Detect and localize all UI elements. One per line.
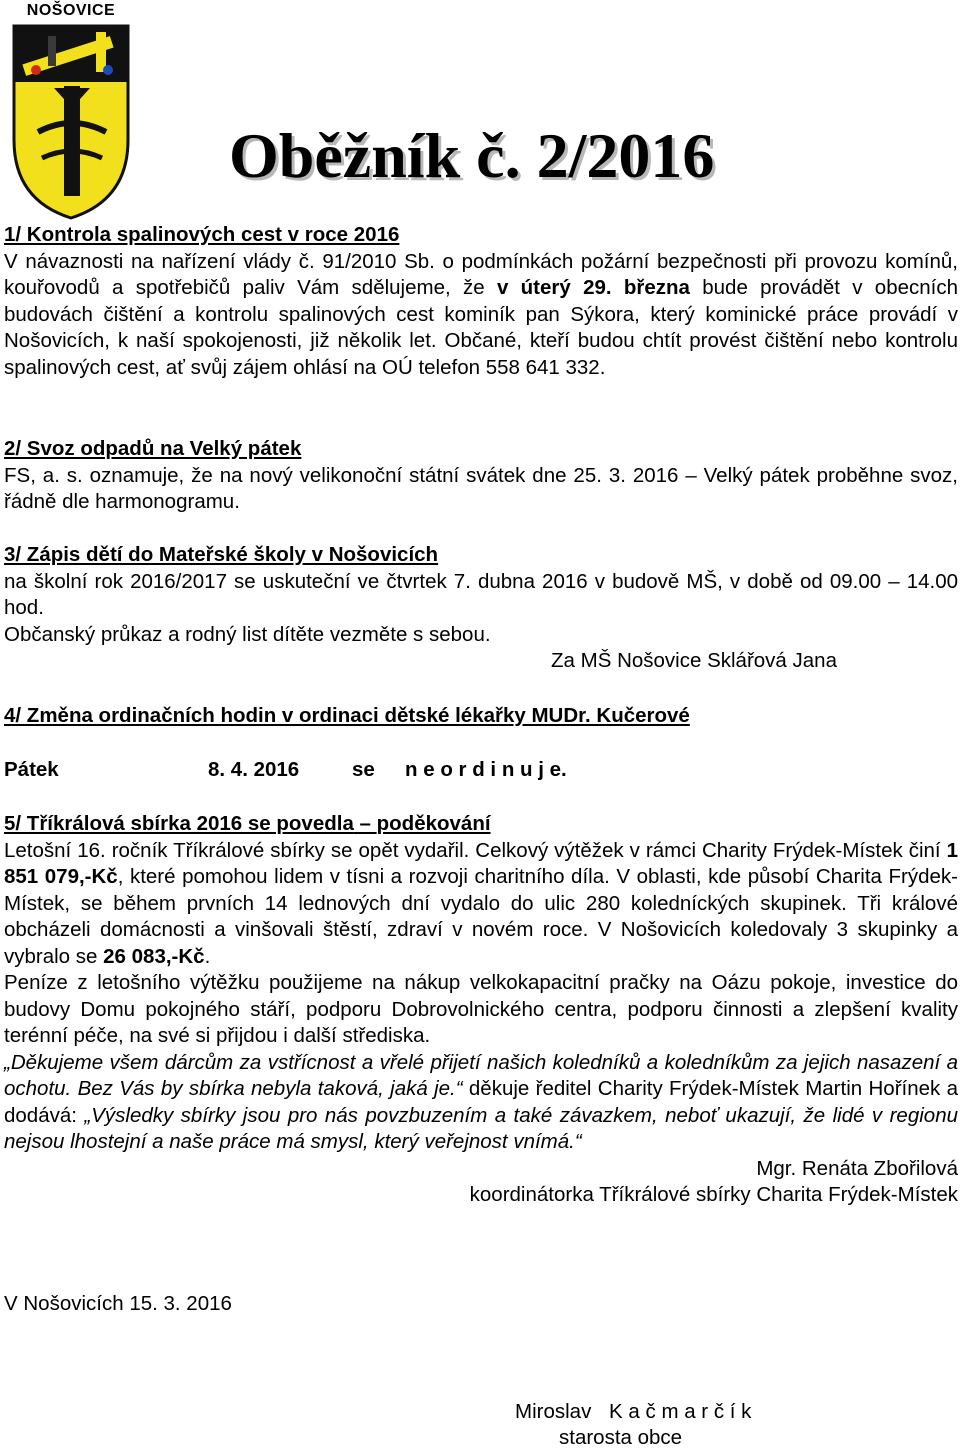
section-3-text: na školní rok 2016/2017 se uskuteční ve čtvrtek 7. dubna 2016 v budově MŠ, v době od 09.00 – 14.00 hod. bbox=[4, 569, 958, 619]
section-5-p1-a: Letošní 16. ročník Tříkrálové sbírky se opět vydařil. Celkový výtěžek v rámci Charity Frýdek-Místek činí bbox=[4, 838, 947, 862]
section-5-paragraph-1 bbox=[4, 838, 958, 971]
section-5 bbox=[4, 811, 958, 1209]
section-5-total-amount: 1 851 079,-Kč bbox=[4, 838, 958, 888]
section-5-p1-b: , které pomohou lidem v tísni a rozvoji charitního díla. V oblasti, kde působí Charita Frýdek-Místek, se během prvních 14 lednových dní vydalo do ulic 280 koledníckých skupinek. Tři králové obcházeli domácnosti a vinšovali štěstí, zdraví v novém roce. V Nošovicích koledovaly 3 skupinky a vybralo se bbox=[4, 865, 958, 968]
section-5-signature-role: koordinátorka Tříkrálové sbírky Charita Frýdek-Místek bbox=[469, 1183, 958, 1206]
section-5-p3-text: děkuje ředitel Charity Frýdek-Místek Martin Hořínek a dodává: bbox=[4, 1077, 958, 1127]
municipality-crest bbox=[8, 0, 134, 220]
section-4 bbox=[4, 703, 958, 730]
section-4-date: 8. 4. 2016 bbox=[208, 758, 300, 781]
section-3-heading: 3/ Zápis dětí do Mateřské školy v Nošovicích bbox=[4, 543, 439, 566]
section-1 bbox=[4, 222, 958, 381]
section-2-heading: 2/ Svoz odpadů na Velký pátek bbox=[4, 437, 302, 460]
section-1-text-a: V návaznosti na nařízení vlády č. 91/2010 Sb. o podmínkách požární bezpečnosti při provozu komínů, kouřovodů a spotřebičů paliv Vám sdělujeme, že bbox=[4, 249, 958, 299]
section-3-signature: Za MŠ Nošovice Sklářová Jana bbox=[551, 649, 837, 672]
section-5-heading-dash: – bbox=[353, 812, 377, 835]
section-5-signature-name: Mgr. Renáta Zbořilová bbox=[756, 1156, 958, 1180]
section-5-paragraph-3 bbox=[4, 1050, 958, 1156]
section-5-paragraph-2: Peníze z letošního výtěžku použijeme na nákup velkokapacitní pračky na Oázu pokoje, investice do budovy Domu pokojného stáří, podporu Dobrovolnického centra, podporu činnosti a zlepšení kvality terénní péče, na své si přijdou i další střediska. bbox=[4, 971, 958, 1047]
mayor-name bbox=[515, 1399, 815, 1425]
section-5-local-amount: 26 083,-Kč bbox=[103, 944, 205, 968]
section-2-text: FS, a. s. oznamuje, že na nový velikonoční státní svátek dne 25. 3. 2016 – Velký pátek proběhne svoz, řádně dle harmonogramu. bbox=[4, 463, 958, 513]
section-5-quote-1: „Děkujeme všem dárcům za vstřícnost a vřelé přijetí našich koledníků a koledníkům za jejich nasazení a ochotu. Bez Vás by sbírka nebyla taková, jaká je.“ bbox=[4, 1050, 958, 1100]
section-5-quote-2: „Výsledky sbírky jsou pro nás povzbuzením a také závazkem, neboť ukazují, že lidé v regionu nejsou lhostejní a naše práce má smysl, který veřejnost vnímá.“ bbox=[4, 1103, 958, 1153]
section-1-heading: 1/ Kontrola spalinových cest v roce 2016 bbox=[4, 223, 400, 246]
section-5-p1-c: . bbox=[204, 944, 211, 968]
page-title: Oběžník č. 2/2016 bbox=[229, 120, 715, 191]
mayor-first-name: Miroslav bbox=[515, 1400, 592, 1423]
crest-name: NOŠOVICE bbox=[26, 2, 116, 19]
mayor-role: starosta obce bbox=[559, 1426, 683, 1449]
section-3-text-2: Občanský průkaz a rodný list dítěte vezměte s sebou. bbox=[4, 622, 491, 646]
mayor-last-name: K a č m a r č í k bbox=[609, 1400, 752, 1423]
section-1-date: v úterý 29. března bbox=[496, 276, 690, 299]
section-3 bbox=[4, 542, 958, 675]
footer-place-date: V Nošovicích 15. 3. 2016 bbox=[4, 1292, 232, 1315]
section-2 bbox=[4, 436, 958, 516]
section-5-heading bbox=[4, 811, 958, 838]
section-5-heading-a: 5/ Tříkrálová sbírka 2016 se povedla bbox=[4, 812, 354, 835]
section-4-note: n e o r d i n u j e. bbox=[405, 758, 567, 781]
section-1-text-b: bude provádět v obecních budovách čištění a kontrolu spalinových cest kominík pan Sýkora, který kominické práce provádí v Nošovicích, k naší spokojenosti, již několik let. Občané, kteří budou chtít provést čištění nebo kontrolu spalinových cest, ať svůj zájem ohlásí na OÚ telefon 558 641 332. bbox=[4, 276, 958, 379]
section-4-heading: 4/ Změna ordinačních hodin v ordinaci dětské lékařky MUDr. Kučerové bbox=[4, 704, 690, 727]
section-4-se: se bbox=[352, 758, 375, 781]
section-4-day: Pátek bbox=[4, 758, 59, 781]
section-1-text bbox=[4, 249, 958, 382]
section-5-heading-b: poděkování bbox=[376, 812, 491, 835]
coat-of-arms-icon bbox=[8, 22, 134, 220]
